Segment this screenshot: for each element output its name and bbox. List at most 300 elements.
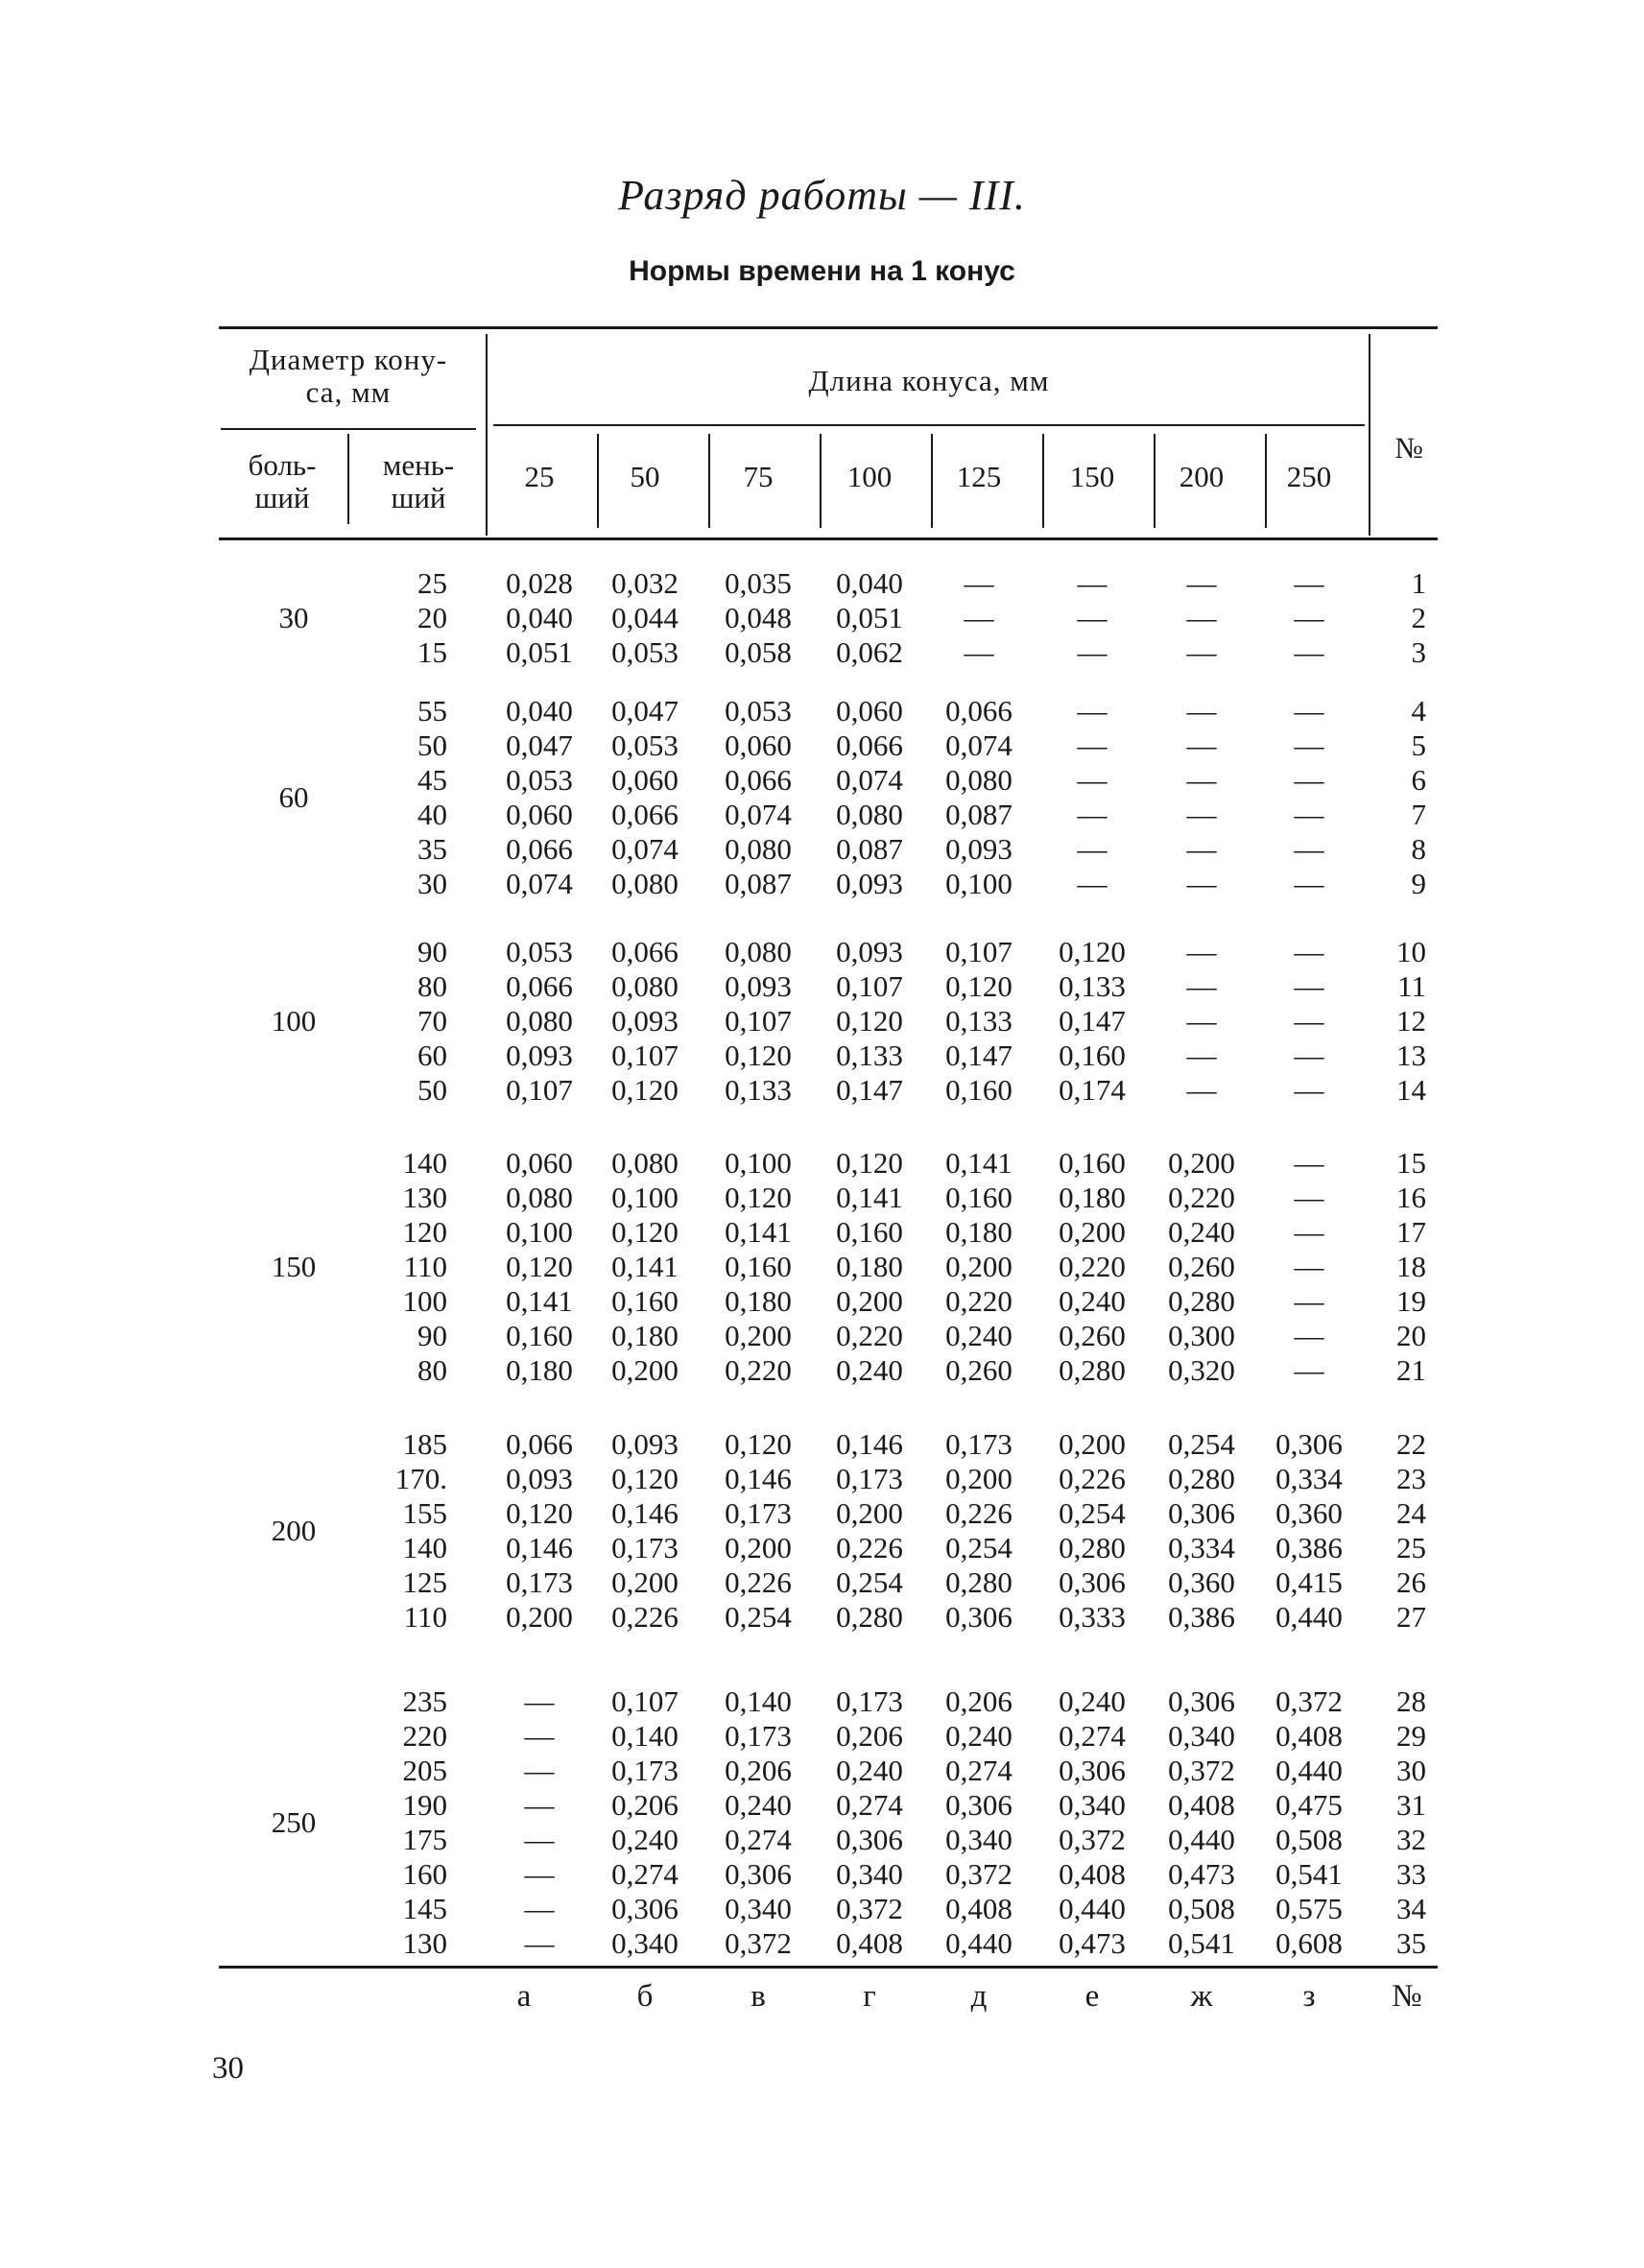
time-norm-cell: —: [1186, 867, 1217, 900]
time-norm-cell: 0,141: [611, 1250, 679, 1283]
time-norm-cell: 0,120: [725, 1427, 792, 1461]
time-norm-cell: 0,508: [1168, 1892, 1235, 1925]
row-number: 20: [1396, 1319, 1426, 1352]
time-norm-cell: —: [1077, 867, 1108, 900]
time-norm-cell: 0,066: [506, 969, 573, 1003]
smaller-diameter: 140: [402, 1146, 447, 1180]
time-norm-cell: 0,066: [725, 763, 792, 797]
time-norm-cell: 0,440: [1059, 1892, 1126, 1925]
time-norm-cell: —: [1186, 601, 1217, 634]
time-norm-cell: 0,100: [725, 1146, 792, 1180]
time-norm-cell: 0,160: [611, 1284, 679, 1318]
diameter-divider: [486, 334, 488, 536]
column-letter: б: [636, 1979, 654, 2014]
time-norm-cell: 0,340: [1168, 1719, 1235, 1753]
time-norm-cell: 0,120: [611, 1215, 679, 1249]
time-norm-cell: 0,280: [945, 1565, 1013, 1599]
column-letter: ж: [1190, 1979, 1213, 2014]
time-norm-cell: 0,074: [506, 867, 573, 900]
time-norm-cell: 0,120: [725, 1181, 792, 1214]
time-norm-cell: 0,053: [506, 763, 573, 797]
time-norm-cell: 0,173: [611, 1754, 679, 1787]
time-norm-cell: 0,306: [611, 1892, 679, 1925]
time-norm-cell: 0,440: [945, 1926, 1013, 1960]
time-norm-cell: 0,120: [836, 1004, 903, 1038]
time-norm-cell: 0,220: [725, 1353, 792, 1387]
time-norm-cell: 0,575: [1275, 1892, 1343, 1925]
time-norm-cell: 0,254: [1059, 1496, 1126, 1530]
time-norm-cell: 0,173: [725, 1496, 792, 1530]
time-norm-cell: 0,254: [1168, 1427, 1235, 1461]
time-norm-cell: 0,340: [725, 1892, 792, 1925]
bigger-diameter-header: боль- ший: [248, 448, 317, 514]
time-norm-cell: 0,206: [836, 1719, 903, 1753]
time-norm-cell: 0,133: [725, 1073, 792, 1107]
time-norm-cell: 0,200: [945, 1250, 1013, 1283]
time-norm-cell: 0,080: [725, 935, 792, 968]
smaller-diameter: 90: [417, 935, 447, 968]
length-col-header: 75: [743, 460, 774, 493]
time-norm-cell: 0,226: [611, 1600, 679, 1634]
time-norm-cell: 0,280: [1059, 1353, 1126, 1387]
smaller-diameter: 155: [402, 1496, 447, 1530]
time-norm-cell: 0,120: [945, 969, 1013, 1003]
smaller-diameter: 40: [417, 798, 447, 831]
time-norm-cell: 0,254: [725, 1600, 792, 1634]
time-norm-cell: 0,160: [1059, 1146, 1126, 1180]
row-number: 7: [1411, 798, 1426, 831]
time-norm-cell: 0,180: [945, 1215, 1013, 1249]
time-norm-cell: 0,260: [1168, 1250, 1235, 1283]
time-norm-cell: 0,100: [945, 867, 1013, 900]
time-norm-cell: 0,206: [611, 1788, 679, 1822]
time-norm-cell: 0,147: [945, 1039, 1013, 1072]
time-norm-cell: —: [1294, 1319, 1324, 1352]
time-norm-cell: 0,240: [836, 1353, 903, 1387]
time-norm-cell: 0,140: [725, 1684, 792, 1718]
smaller-diameter: 205: [402, 1754, 447, 1787]
row-number: 13: [1396, 1039, 1426, 1072]
time-norm-cell: 0,280: [1168, 1284, 1235, 1318]
time-norm-cell: —: [1186, 832, 1217, 866]
time-norm-cell: 0,146: [836, 1427, 903, 1461]
time-norm-cell: 0,141: [945, 1146, 1013, 1180]
time-norm-cell: 0,206: [945, 1684, 1013, 1718]
time-norm-cell: 0,340: [1059, 1788, 1126, 1822]
time-norm-cell: 0,206: [725, 1754, 792, 1787]
time-norm-cell: 0,173: [725, 1719, 792, 1753]
time-norm-cell: 0,220: [1059, 1250, 1126, 1283]
time-norm-cell: 0,087: [945, 798, 1013, 831]
time-norm-cell: 0,473: [1059, 1926, 1126, 1960]
time-norm-cell: 0,200: [725, 1531, 792, 1564]
time-norm-cell: —: [524, 1857, 555, 1891]
time-norm-cell: —: [1186, 935, 1217, 968]
time-norm-cell: —: [1077, 635, 1108, 669]
smaller-diameter: 185: [402, 1427, 447, 1461]
time-norm-cell: 0,147: [836, 1073, 903, 1107]
time-norm-cell: 0,051: [506, 635, 573, 669]
time-norm-cell: 0,053: [611, 635, 679, 669]
time-norm-cell: 0,240: [945, 1719, 1013, 1753]
time-norm-cell: —: [1294, 763, 1324, 797]
time-norm-cell: 0,066: [611, 935, 679, 968]
time-norm-cell: 0,372: [836, 1892, 903, 1925]
time-norm-cell: 0,180: [836, 1250, 903, 1283]
time-norm-cell: 0,120: [836, 1146, 903, 1180]
table-bottom-rule: [219, 1966, 1438, 1969]
time-norm-cell: —: [1294, 601, 1324, 634]
smaller-diameter: 35: [417, 832, 447, 866]
time-norm-cell: 0,280: [1059, 1531, 1126, 1564]
time-norm-cell: 0,133: [1059, 969, 1126, 1003]
row-number: 12: [1396, 1004, 1426, 1038]
smaller-diameter: 130: [402, 1181, 447, 1214]
row-number: 3: [1411, 635, 1426, 669]
time-norm-cell: 0,408: [1168, 1788, 1235, 1822]
time-norm-cell: 0,240: [945, 1319, 1013, 1352]
time-norm-cell: 0,220: [836, 1319, 903, 1352]
time-norm-cell: 0,080: [836, 798, 903, 831]
time-norm-cell: 0,372: [725, 1926, 792, 1960]
row-number: 27: [1396, 1600, 1426, 1634]
time-norm-cell: —: [524, 1788, 555, 1822]
time-norm-cell: 0,306: [1168, 1684, 1235, 1718]
time-norm-cell: —: [524, 1754, 555, 1787]
time-norm-cell: 0,040: [506, 601, 573, 634]
row-number: 29: [1396, 1719, 1426, 1753]
time-norm-cell: 0,141: [725, 1215, 792, 1249]
smaller-diameter: 30: [417, 867, 447, 900]
time-norm-cell: 0,180: [725, 1284, 792, 1318]
time-norm-cell: 0,280: [836, 1600, 903, 1634]
time-norm-cell: 0,040: [506, 694, 573, 728]
time-norm-cell: —: [524, 1823, 555, 1856]
time-norm-cell: —: [1077, 763, 1108, 797]
bigger-diameter: 100: [271, 1004, 317, 1038]
time-norm-cell: 0,360: [1275, 1496, 1343, 1530]
time-norm-cell: 0,372: [1059, 1823, 1126, 1856]
time-norm-cell: 0,120: [506, 1496, 573, 1530]
time-norm-cell: 0,306: [725, 1857, 792, 1891]
column-letter: з: [1302, 1979, 1316, 2014]
time-norm-cell: 0,047: [611, 694, 679, 728]
time-norm-cell: 0,146: [725, 1462, 792, 1495]
time-norm-cell: 0,306: [1168, 1496, 1235, 1530]
row-number: 11: [1397, 969, 1426, 1003]
time-norm-cell: 0,048: [725, 601, 792, 634]
smaller-diameter: 125: [402, 1565, 447, 1599]
row-number: 9: [1411, 867, 1426, 900]
time-norm-cell: —: [964, 635, 994, 669]
time-norm-cell: 0,340: [836, 1857, 903, 1891]
time-norm-cell: 0,051: [836, 601, 903, 634]
time-norm-cell: —: [1294, 1353, 1324, 1387]
smaller-diameter: 55: [417, 694, 447, 728]
length-col-header: 100: [846, 460, 893, 493]
time-norm-cell: 0,133: [836, 1039, 903, 1072]
row-number: 17: [1396, 1215, 1426, 1249]
time-norm-cell: 0,220: [1168, 1181, 1235, 1214]
smaller-diameter: 70: [417, 1004, 447, 1038]
time-norm-cell: —: [1077, 694, 1108, 728]
time-norm-cell: 0,074: [725, 798, 792, 831]
time-norm-cell: 0,240: [725, 1788, 792, 1822]
time-norm-cell: 0,133: [945, 1004, 1013, 1038]
smaller-diameter: 220: [402, 1719, 447, 1753]
time-norm-cell: 0,541: [1168, 1926, 1235, 1960]
time-norm-cell: 0,087: [725, 867, 792, 900]
time-norm-cell: 0,107: [725, 1004, 792, 1038]
row-number: 23: [1396, 1462, 1426, 1495]
smaller-diameter: 45: [417, 763, 447, 797]
row-number: 21: [1396, 1353, 1426, 1387]
time-norm-cell: 0,160: [1059, 1039, 1126, 1072]
time-norm-cell: 0,100: [611, 1181, 679, 1214]
row-number: 2: [1411, 601, 1426, 634]
time-norm-cell: 0,280: [1168, 1462, 1235, 1495]
length-col-header: 250: [1286, 460, 1332, 493]
time-norm-cell: 0,226: [945, 1496, 1013, 1530]
time-norm-cell: 0,100: [506, 1215, 573, 1249]
time-norm-cell: 0,226: [1059, 1462, 1126, 1495]
smaller-diameter: 190: [402, 1788, 447, 1822]
time-norm-cell: 0,080: [611, 969, 679, 1003]
time-norm-cell: 0,254: [836, 1565, 903, 1599]
time-norm-cell: —: [1186, 635, 1217, 669]
time-norm-cell: 0,173: [506, 1565, 573, 1599]
time-norm-cell: 0,060: [725, 728, 792, 762]
time-norm-cell: 0,160: [836, 1215, 903, 1249]
time-norm-cell: 0,066: [506, 832, 573, 866]
page-number: 30: [212, 2051, 244, 2086]
time-norm-cell: —: [1186, 969, 1217, 1003]
time-norm-cell: —: [1294, 798, 1324, 831]
time-norm-cell: 0,160: [506, 1319, 573, 1352]
time-norm-cell: 0,066: [945, 694, 1013, 728]
time-norm-cell: 0,147: [1059, 1004, 1126, 1038]
time-norm-cell: 0,254: [945, 1531, 1013, 1564]
time-norm-cell: 0,174: [1059, 1073, 1126, 1107]
time-norm-cell: 0,044: [611, 601, 679, 634]
time-norm-cell: 0,140: [611, 1719, 679, 1753]
time-norm-cell: 0,032: [611, 566, 679, 600]
time-norm-cell: 0,608: [1275, 1926, 1343, 1960]
time-norm-cell: 0,120: [1059, 935, 1126, 968]
smaller-diameter: 110: [403, 1250, 447, 1283]
time-norm-cell: 0,180: [506, 1353, 573, 1387]
row-number: 1: [1411, 566, 1426, 600]
time-norm-cell: 0,060: [611, 763, 679, 797]
length-header: Длина конуса, мм: [808, 364, 1050, 397]
smaller-diameter: 175: [402, 1823, 447, 1856]
time-norm-cell: 0,080: [506, 1181, 573, 1214]
time-norm-cell: —: [524, 1926, 555, 1960]
time-norm-cell: 0,473: [1168, 1857, 1235, 1891]
time-norm-cell: 0,408: [1275, 1719, 1343, 1753]
time-norm-cell: 0,173: [836, 1684, 903, 1718]
time-norm-cell: —: [1186, 1073, 1217, 1107]
time-norm-cell: 0,372: [1275, 1684, 1343, 1718]
time-norm-cell: 0,160: [725, 1250, 792, 1283]
length-col-header: 125: [956, 460, 1002, 493]
time-norm-cell: —: [964, 601, 994, 634]
row-number: 24: [1396, 1496, 1426, 1530]
row-number: 6: [1411, 763, 1426, 797]
row-number: 14: [1396, 1073, 1426, 1107]
table-top-rule: [219, 326, 1438, 329]
time-norm-cell: 0,146: [506, 1531, 573, 1564]
time-norm-cell: —: [1186, 1004, 1217, 1038]
time-norm-cell: 0,408: [1059, 1857, 1126, 1891]
time-norm-cell: 0,200: [836, 1284, 903, 1318]
time-norm-cell: 0,093: [945, 832, 1013, 866]
time-norm-cell: 0,053: [506, 935, 573, 968]
time-norm-cell: —: [1294, 1004, 1324, 1038]
time-norm-cell: 0,053: [611, 728, 679, 762]
time-norm-cell: 0,080: [611, 1146, 679, 1180]
time-norm-cell: 0,200: [1059, 1215, 1126, 1249]
row-number: 34: [1396, 1892, 1426, 1925]
row-number: 10: [1396, 935, 1426, 968]
time-norm-cell: 0,306: [945, 1600, 1013, 1634]
row-number: 26: [1396, 1565, 1426, 1599]
time-norm-cell: 0,240: [1059, 1284, 1126, 1318]
length-col-header: 200: [1179, 460, 1225, 493]
time-norm-cell: —: [1186, 1039, 1217, 1072]
time-norm-cell: 0,173: [611, 1531, 679, 1564]
smaller-diameter: 160: [402, 1857, 447, 1891]
time-norm-cell: 0,200: [1059, 1427, 1126, 1461]
length-col-header: 150: [1069, 460, 1115, 493]
time-norm-cell: 0,415: [1275, 1565, 1343, 1599]
time-norm-cell: 0,074: [611, 832, 679, 866]
time-norm-cell: 0,107: [945, 935, 1013, 968]
row-number: 31: [1396, 1788, 1426, 1822]
smaller-diameter: 80: [417, 1353, 447, 1387]
time-norm-cell: —: [1186, 798, 1217, 831]
time-norm-cell: 0,180: [611, 1319, 679, 1352]
time-norm-cell: 0,093: [506, 1039, 573, 1072]
time-norm-cell: 0,333: [1059, 1600, 1126, 1634]
smaller-diameter: 50: [417, 1073, 447, 1107]
time-norm-cell: 0,306: [1059, 1565, 1126, 1599]
time-norm-cell: 0,080: [945, 763, 1013, 797]
time-norm-cell: 0,074: [836, 763, 903, 797]
bigger-diameter: 200: [271, 1514, 317, 1547]
bigger-diameter: 30: [278, 601, 309, 634]
time-norm-cell: —: [1077, 566, 1108, 600]
time-norm-cell: 0,320: [1168, 1353, 1235, 1387]
column-letter: д: [970, 1979, 988, 2014]
time-norm-cell: 0,200: [836, 1496, 903, 1530]
column-letter: в: [751, 1979, 766, 2014]
time-norm-cell: —: [524, 1892, 555, 1925]
footer-number-label: №: [1392, 1979, 1422, 2014]
time-norm-cell: 0,226: [725, 1565, 792, 1599]
length-col-header: 25: [524, 460, 555, 493]
table-title: Нормы времени на 1 конус: [629, 255, 1015, 287]
time-norm-cell: 0,306: [836, 1823, 903, 1856]
row-number: 8: [1411, 832, 1426, 866]
time-norm-cell: 0,440: [1275, 1600, 1343, 1634]
time-norm-cell: 0,080: [506, 1004, 573, 1038]
time-norm-cell: 0,306: [945, 1788, 1013, 1822]
time-norm-cell: 0,047: [506, 728, 573, 762]
time-norm-cell: 0,372: [945, 1857, 1013, 1891]
time-norm-cell: 0,300: [1168, 1319, 1235, 1352]
row-number: 18: [1396, 1250, 1426, 1283]
row-number: 16: [1396, 1181, 1426, 1214]
time-norm-cell: 0,408: [836, 1926, 903, 1960]
row-number: 35: [1396, 1926, 1426, 1960]
time-norm-cell: 0,093: [836, 867, 903, 900]
column-letter: а: [516, 1979, 532, 2014]
time-norm-cell: 0,240: [611, 1823, 679, 1856]
time-norm-cell: —: [1294, 1250, 1324, 1283]
time-norm-cell: 0,334: [1275, 1462, 1343, 1495]
time-norm-cell: 0,093: [611, 1004, 679, 1038]
time-norm-cell: 0,440: [1275, 1754, 1343, 1787]
smaller-diameter-header: мень- ший: [382, 448, 455, 514]
row-number: 30: [1396, 1754, 1426, 1787]
time-norm-cell: 0,260: [945, 1353, 1013, 1387]
time-norm-cell: 0,160: [945, 1181, 1013, 1214]
time-norm-cell: 0,028: [506, 566, 573, 600]
smaller-diameter: 130: [402, 1926, 447, 1960]
time-norm-cell: 0,035: [725, 566, 792, 600]
time-norm-cell: 0,340: [611, 1926, 679, 1960]
time-norm-cell: 0,260: [1059, 1319, 1126, 1352]
time-norm-cell: 0,087: [836, 832, 903, 866]
row-number: 4: [1411, 694, 1426, 728]
time-norm-cell: 0,066: [611, 798, 679, 831]
time-norm-cell: 0,074: [945, 728, 1013, 762]
smaller-diameter: 140: [402, 1531, 447, 1564]
length-header-rule: [493, 424, 1365, 426]
bigger-diameter: 250: [271, 1805, 317, 1839]
time-norm-cell: 0,107: [611, 1684, 679, 1718]
time-norm-cell: —: [1294, 1181, 1324, 1214]
time-norm-cell: 0,120: [725, 1039, 792, 1072]
time-norm-cell: 0,240: [836, 1754, 903, 1787]
time-norm-cell: 0,053: [725, 694, 792, 728]
column-letter: е: [1084, 1979, 1100, 2014]
time-norm-cell: —: [1294, 935, 1324, 968]
time-norm-cell: —: [1186, 694, 1217, 728]
row-number: 5: [1411, 728, 1426, 762]
page-heading: Разряд работы — III.: [618, 172, 1026, 219]
time-norm-cell: 0,408: [945, 1892, 1013, 1925]
smaller-diameter: 110: [403, 1600, 447, 1634]
time-norm-cell: 0,200: [506, 1600, 573, 1634]
time-norm-cell: 0,120: [611, 1462, 679, 1495]
time-norm-cell: —: [1077, 728, 1108, 762]
time-norm-cell: 0,386: [1168, 1600, 1235, 1634]
row-number: 28: [1396, 1684, 1426, 1718]
time-norm-cell: 0,220: [945, 1284, 1013, 1318]
time-norm-cell: —: [1294, 1039, 1324, 1072]
row-number: 15: [1396, 1146, 1426, 1180]
time-norm-cell: 0,141: [506, 1284, 573, 1318]
time-norm-cell: 0,173: [945, 1427, 1013, 1461]
diameter-header: Диаметр кону- са, мм: [249, 343, 448, 409]
time-norm-cell: —: [1294, 1146, 1324, 1180]
smaller-diameter: 120: [402, 1215, 447, 1249]
time-norm-cell: 0,066: [506, 1427, 573, 1461]
time-norm-cell: 0,060: [506, 798, 573, 831]
time-norm-cell: 0,274: [611, 1857, 679, 1891]
